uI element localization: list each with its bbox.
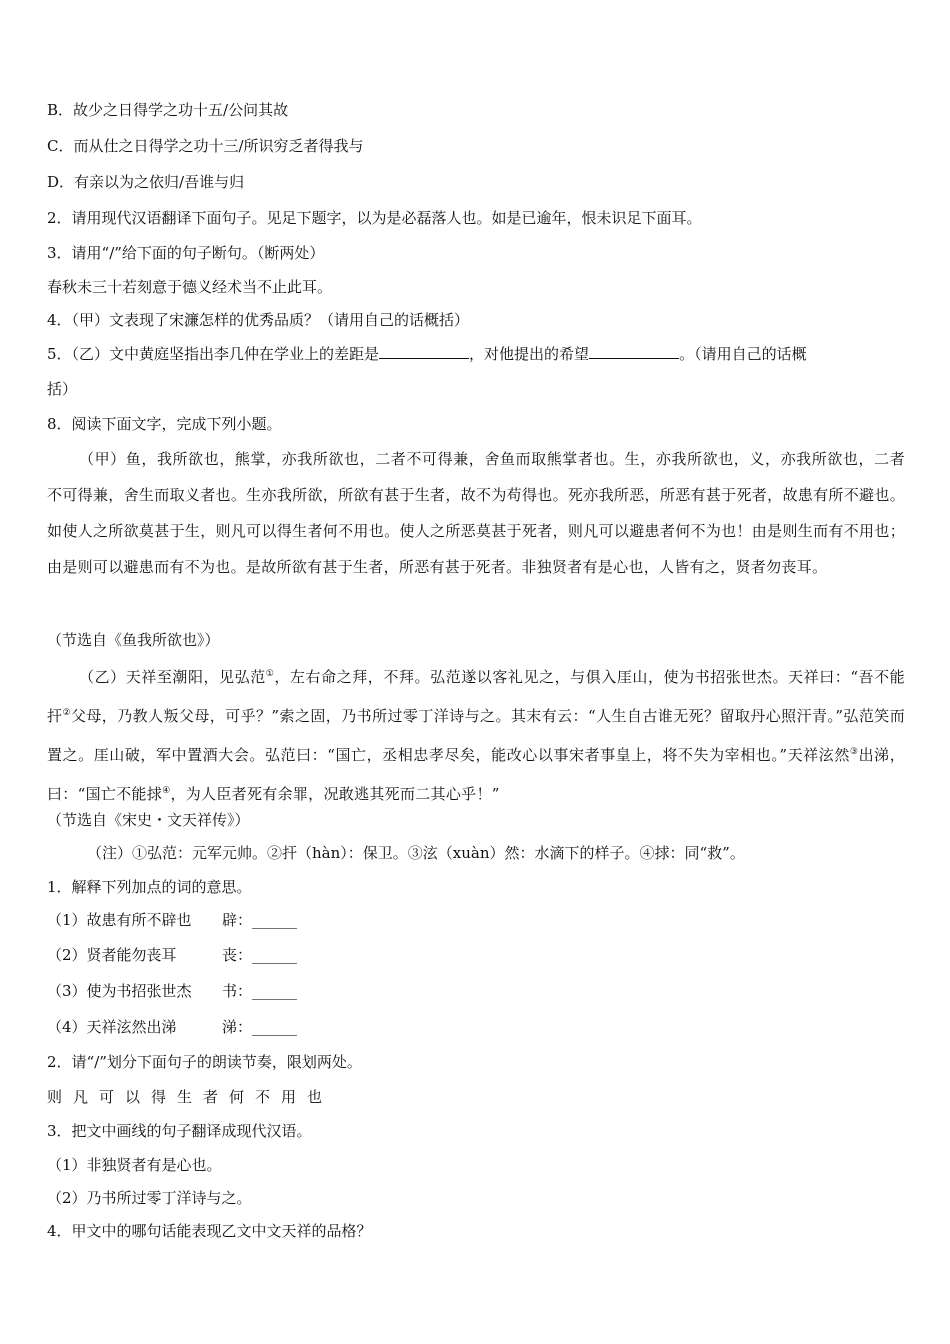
answer-blank: ______ <box>252 1018 298 1036</box>
q8-1-item: （1）故患有所不辟也 辟：______ <box>47 911 298 929</box>
footnote-ref: ④ <box>162 786 171 796</box>
footnote-ref: ③ <box>849 747 859 757</box>
question-5 <box>47 344 807 364</box>
footnote-ref: ① <box>265 669 275 679</box>
source-a: （节选自《鱼我所欲也》） <box>47 631 220 649</box>
section-8-title: 8．阅读下面文字，完成下列小题。 <box>47 415 282 433</box>
question-5-part1: 5．（乙）文中黄庭坚指出李几仲在学业上的差距是 <box>47 345 380 363</box>
passage-b: （乙）天祥至潮阳，见弘范①，左右命之拜，不拜。弘范遂以客礼见之，与俱入厓山，使为书招张世杰。天祥曰：“吾不能扞②父母，乃教人叛父母，可乎？”索之固，乃书所过零丁洋诗与之。其末有云：“人生自古谁无死？留取丹心照汗青。”弘范笑而置之。厓山破，军中置酒大会。弘范曰：“国亡，丞相忠孝尽矣，能改心以事宋者事皇上，将不失为宰相也。”天祥泫然③出涕，曰：“国亡不能捄④，为人臣者死有余罪，况敢逃其死而二其心乎！” <box>47 668 906 803</box>
option-c: C．而从仕之日得学之功十三/所识穷乏者得我与 <box>47 137 364 155</box>
q8-4-title: 4．甲文中的哪句话能表现乙文中文天祥的品格？ <box>47 1222 372 1240</box>
q8-2-title: 2．请“/”划分下面句子的朗读节奏，限划两处。 <box>47 1053 362 1071</box>
q8-3-item: （2）乃书所过零丁洋诗与之。 <box>47 1189 252 1207</box>
answer-blank: ______ <box>252 911 298 929</box>
q8-3-item: （1）非独贤者有是心也。 <box>47 1156 222 1174</box>
annotation-note: （注）①弘范：元军元帅。②扞（hàn）：保卫。③泫（xuàn）然：水滴下的样子。④捄：同“救”。 <box>87 844 745 862</box>
option-d: D．有亲以为之依归/吾谁与归 <box>47 173 245 191</box>
question-2: 2．请用现代汉语翻译下面句子。见足下题字，以为是必磊落人也。如是已逾年，恨未识足下面耳。 <box>47 209 702 227</box>
question-5-cont: 括） <box>47 380 78 398</box>
q8-1-item: （4）天祥泫然出涕 涕：______ <box>47 1018 298 1036</box>
question-5-part2: ，对他提出的希望 <box>469 345 590 363</box>
question-5-part3: 。（请用自己的话概 <box>679 345 807 363</box>
passage-a: （甲）鱼，我所欲也，熊掌，亦我所欲也，二者不可得兼，舍鱼而取熊掌者也。生，亦我所欲也，义，亦我所欲也，二者不可得兼，舍生而取义者也。生亦我所欲，所欲有甚于生者，故不为苟得也。死亦我所恶，所恶有甚于死者，故患有所不避也。如使人之所欲莫甚于生，则凡可以得生者何不用也。使人之所恶莫甚于死者，则凡可以避患者何不为也！由是则生而有不用也；由是则可以避患而有不为也。是故所欲有甚于生者，所恶有甚于死者。非独贤者有是心也，人皆有之，贤者勿丧耳。 <box>47 450 905 576</box>
q8-1-title: 1．解释下列加点的词的意思。 <box>47 878 252 896</box>
question-4: 4．（甲）文表现了宋濂怎样的优秀品质？（请用自己的话概括） <box>47 311 470 329</box>
footnote-ref: ② <box>62 708 71 718</box>
source-b: （节选自《宋史・文天祥传》） <box>47 811 250 829</box>
answer-blank: ______ <box>252 946 298 964</box>
option-b: B．故少之日得学之功十五/公问其故 <box>47 101 289 119</box>
q8-1-item: （2）贤者能勿丧耳 丧：______ <box>47 946 298 964</box>
q8-1-item: （3）使为书招张世杰 书：______ <box>47 982 298 1000</box>
answer-blank <box>589 344 679 359</box>
q8-3-title: 3．把文中画线的句子翻译成现代汉语。 <box>47 1122 312 1140</box>
q8-2-text: 则凡可以得生者何不用也 <box>47 1088 334 1106</box>
answer-blank <box>379 344 469 359</box>
question-3: 3．请用“/”给下面的句子断句。（断两处） <box>47 244 325 262</box>
question-3-text: 春秋未三十若刻意于德义经术当不止此耳。 <box>47 278 333 296</box>
answer-blank: ______ <box>252 982 298 1000</box>
